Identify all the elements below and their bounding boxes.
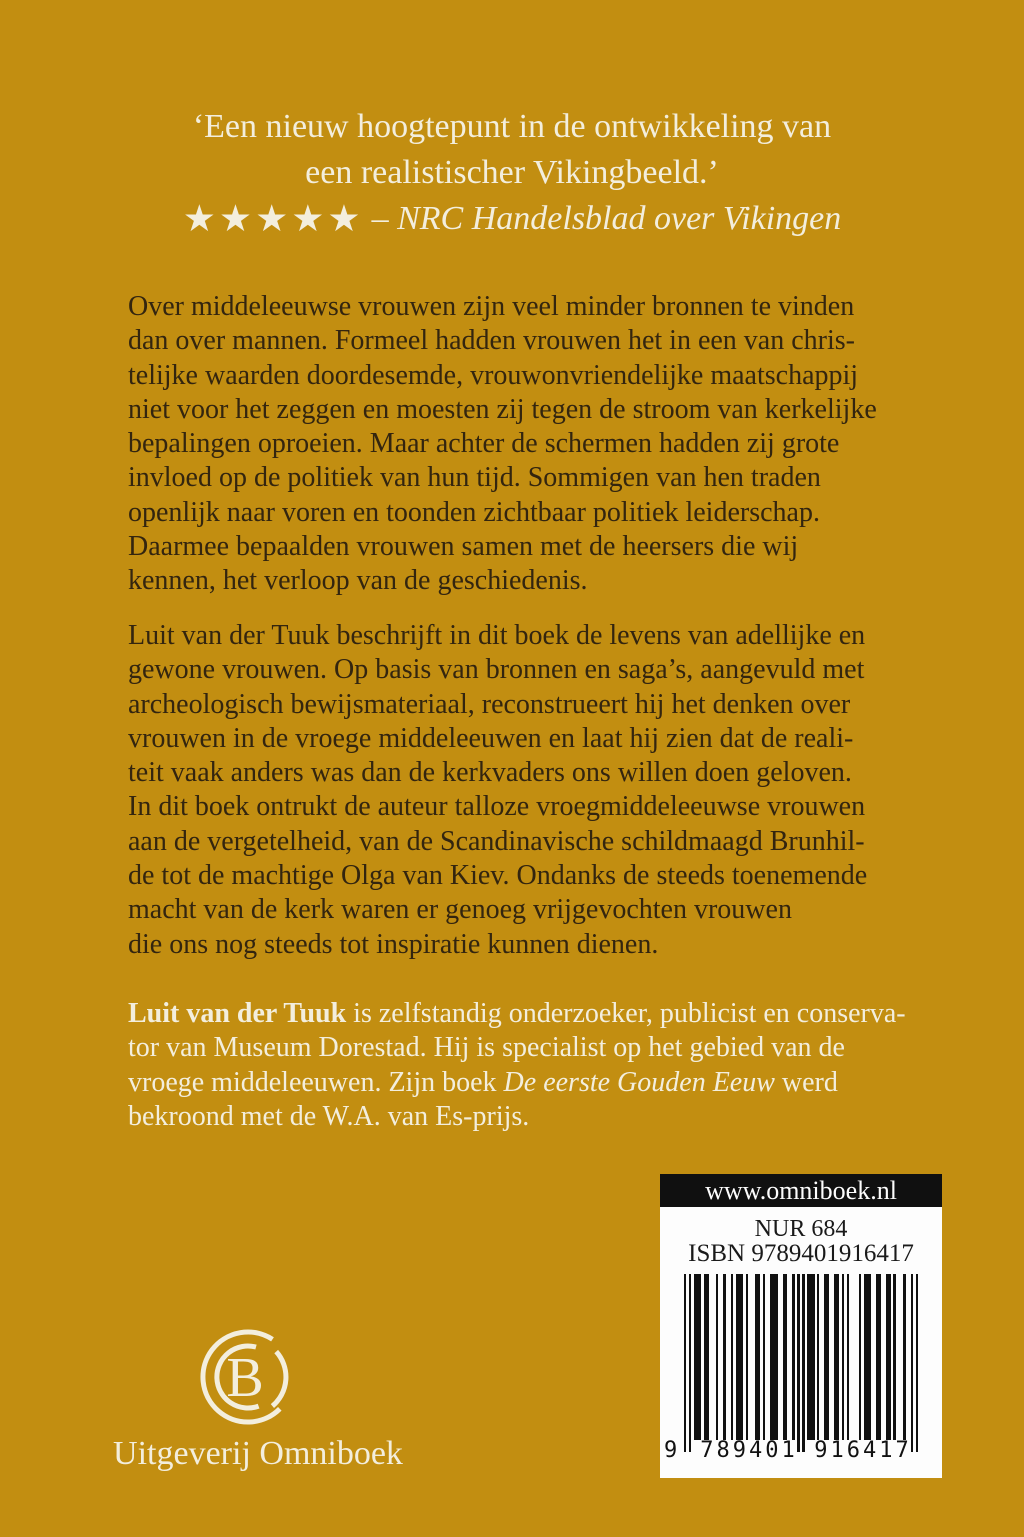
quote-attribution: – NRC Handelsblad over Vikingen bbox=[371, 200, 842, 237]
quote-line: ‘Een nieuw hoogtepunt in de ontwikkeling van bbox=[192, 108, 832, 145]
bio-text: werd bbox=[774, 1066, 838, 1098]
text-line: archeologisch bewijsmateriaal, reconstrueert hij het denken over bbox=[128, 688, 851, 720]
review-quote bbox=[0, 104, 1024, 242]
text-line: teit vaak anders was dan de kerkvaders ons willen doen geloven. bbox=[128, 757, 852, 789]
barcode-digits bbox=[664, 1438, 918, 1464]
text-line: telijke waarden doordesemde, vrouwonvriendelijke maatschappij bbox=[128, 359, 859, 391]
text-line: Daarmee bepaalden vrouwen samen met de heersers die wij bbox=[128, 531, 799, 563]
synopsis-paragraph-1 bbox=[128, 290, 928, 599]
five-star-rating-icon: ★★★★★ bbox=[182, 197, 364, 240]
text-line: de tot de machtige Olga van Kiev. Ondanks de steeds toenemende bbox=[128, 860, 868, 892]
author-bio bbox=[128, 997, 928, 1134]
text-line: In dit boek ontrukt de auteur talloze vroegmiddeleeuwse vrouwen bbox=[128, 791, 866, 823]
synopsis-paragraph-2 bbox=[128, 619, 928, 962]
publisher-name: Uitgeverij Omniboek bbox=[113, 1435, 403, 1472]
isbn-barcode-panel bbox=[660, 1174, 942, 1478]
text-line: Over middeleeuwse vrouwen zijn veel minder bronnen te vinden bbox=[128, 291, 855, 322]
quote-rating-line bbox=[0, 196, 1024, 242]
text-line: invloed op de politiek van hun tijd. Sommigen van hen traden bbox=[128, 462, 821, 494]
text-line: kennen, het verloop van de geschiedenis. bbox=[128, 565, 588, 597]
quote-line: een realistischer Vikingbeeld.’ bbox=[305, 154, 719, 191]
barcode-digit-group: 916417 bbox=[814, 1438, 912, 1463]
isbn-number: ISBN 9789401916417 bbox=[688, 1240, 914, 1267]
author-name: Luit van der Tuuk bbox=[128, 998, 347, 1029]
text-line: niet voor het zeggen en moesten zij tegen de stroom van kerkelijke bbox=[128, 393, 877, 425]
text-line: macht van de kerk waren er genoeg vrijgevochten vrouwen bbox=[128, 894, 792, 926]
logo-letter: B bbox=[226, 1347, 264, 1409]
bio-text: vroege middeleeuwen. Zijn boek bbox=[128, 1066, 504, 1098]
text-line: aan de vergetelheid, van de Scandinavische schildmaagd Brunhil- bbox=[128, 825, 865, 857]
nur-code: NUR 684 bbox=[754, 1216, 848, 1242]
text-line: vrouwen in de vroege middeleeuwen en laat hij zien dat de reali- bbox=[128, 722, 854, 754]
text-line: Luit van der Tuuk beschrijft in dit boek de levens van adellijke en bbox=[128, 620, 866, 651]
text-line: bepalingen oproeien. Maar achter de schermen hadden zij grote bbox=[128, 428, 840, 460]
omniboek-monogram-logo-icon bbox=[198, 1322, 298, 1432]
text-line: tor van Museum Dorestad. Hij is specialist op het gebied van de bbox=[128, 1032, 845, 1064]
text-line: openlijk naar voren en toonden zichtbaar politiek leiderschap. bbox=[128, 496, 820, 528]
publisher-website: www.omniboek.nl bbox=[660, 1174, 942, 1207]
text-line bbox=[128, 1066, 928, 1100]
text-line: bekroond met de W.A. van Es-prijs. bbox=[128, 1100, 530, 1132]
barcode-digit-group: 9 bbox=[664, 1438, 678, 1463]
book-title: De eerste Gouden Eeuw bbox=[503, 1066, 775, 1098]
bio-text: is zelfstandig onderzoeker, publicist en conserva- bbox=[346, 998, 906, 1029]
text-line: die ons nog steeds tot inspiratie kunnen dienen. bbox=[128, 928, 659, 960]
text-line: gewone vrouwen. Op basis van bronnen en saga’s, aangevuld met bbox=[128, 654, 865, 686]
text-line bbox=[128, 997, 928, 1031]
text-line: dan over mannen. Formeel hadden vrouwen het in een van chris- bbox=[128, 325, 855, 357]
barcode-digit-group: 789401 bbox=[700, 1438, 798, 1463]
barcode-bars bbox=[684, 1274, 918, 1452]
